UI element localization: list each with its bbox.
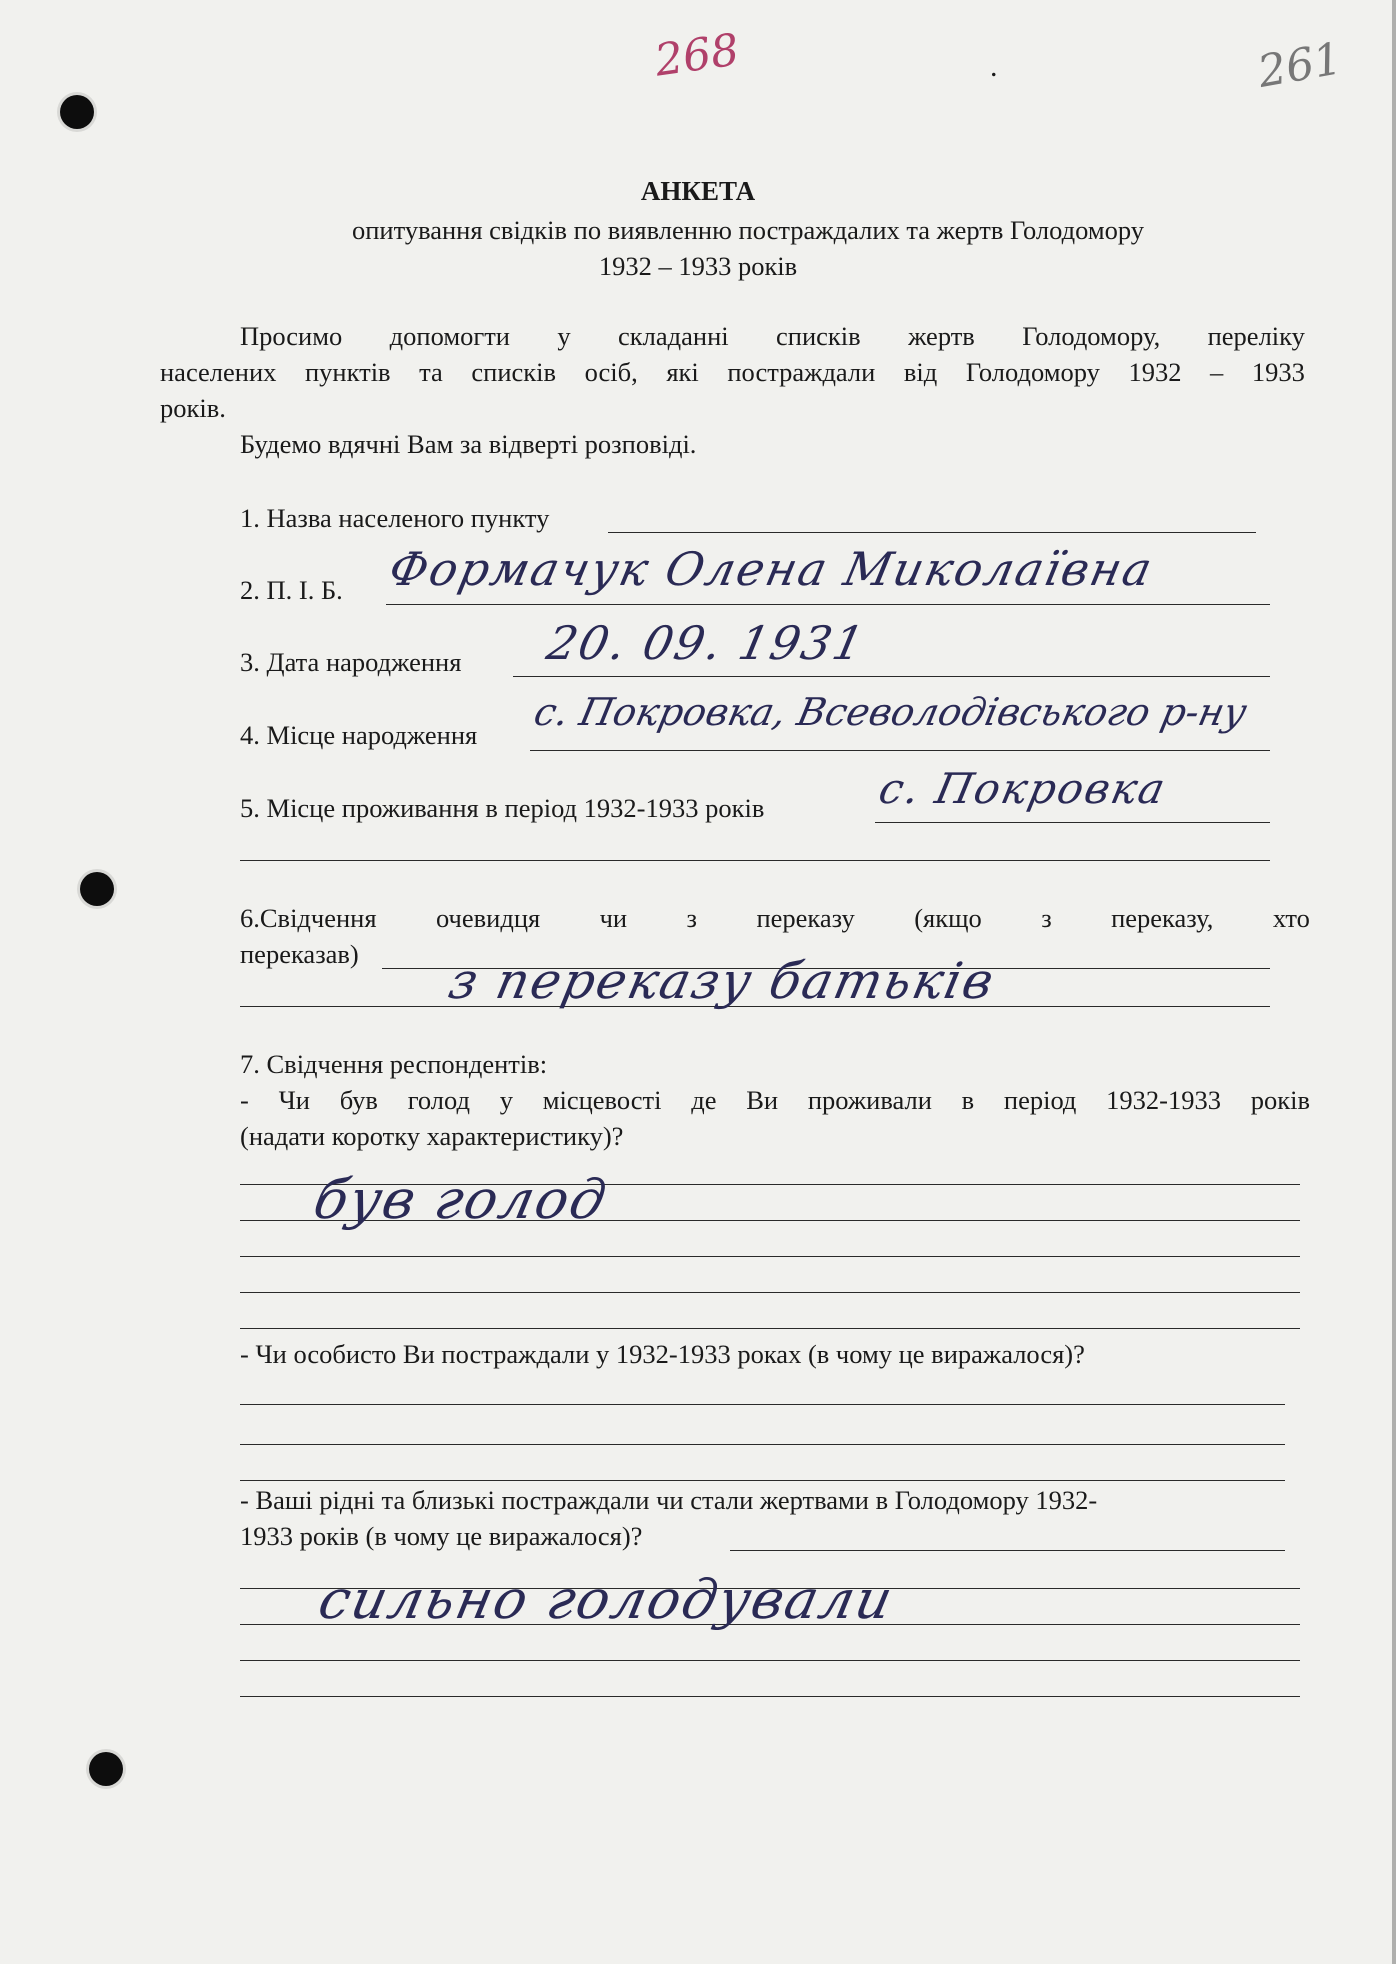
- q6-line-1: 6.Свідчення очевидця чи з переказу (якщо з переказу, хто: [240, 903, 1310, 933]
- q7c-answer[interactable]: сильно голодували: [313, 1568, 900, 1631]
- archive-number-gray: 261: [1254, 33, 1346, 98]
- punch-hole-bottom: [89, 1752, 123, 1786]
- q6-answer[interactable]: з переказу батьків: [443, 952, 1001, 1010]
- intro-thanks: Будемо вдячні Вам за відверті розповіді.: [240, 429, 697, 459]
- field-birthplace-label: 4. Місце народження: [240, 720, 478, 750]
- field-birthdate-label: 3. Дата народження: [240, 647, 462, 677]
- q7a-answer-line-5[interactable]: [240, 1328, 1300, 1329]
- field-residence-label: 5. Місце проживання в період 1932-1933 років: [240, 793, 765, 823]
- field-settlement-label: 1. Назва населеного пункту: [240, 503, 550, 533]
- q7c-line-1: - Ваші рідні та близькі постраждали чи стали жертвами в Голодомору 1932-: [240, 1485, 1098, 1515]
- field-residence-value[interactable]: с. Покровка: [874, 764, 1172, 813]
- q7a-line-2: (надати коротку характеристику)?: [240, 1121, 624, 1151]
- page-edge-shadow: [1392, 0, 1396, 1964]
- ink-dot: .: [990, 50, 998, 83]
- q7b-answer-line-3[interactable]: [240, 1480, 1285, 1481]
- field-birthplace-value[interactable]: с. Покровка, Всеволодівського р-ну: [530, 690, 1251, 734]
- q6-line-2: переказав): [240, 939, 359, 969]
- q7b-answer-line-1[interactable]: [240, 1404, 1285, 1405]
- q7a-line-1: - Чи був голод у місцевості де Ви проживали в період 1932-1933 років: [240, 1085, 1310, 1115]
- q7c-answer-line-0[interactable]: [730, 1550, 1285, 1551]
- field-residence-line[interactable]: [875, 822, 1270, 823]
- field-residence-extra-line[interactable]: [240, 860, 1270, 861]
- q7-heading: 7. Свідчення респондентів:: [240, 1049, 548, 1079]
- field-birthdate-line[interactable]: [513, 676, 1270, 677]
- field-birthplace-line[interactable]: [530, 750, 1270, 751]
- intro-line-3: років.: [160, 393, 226, 423]
- field-birthdate-value[interactable]: 20. 09. 1931: [542, 616, 871, 670]
- q7b-line: - Чи особисто Ви постраждали у 1932-1933 роках (в чому це виражалося)?: [240, 1339, 1085, 1369]
- form-subtitle-line1: опитування свідків по виявленню постраждалих та жертв Голодомору: [351, 215, 1145, 245]
- intro-line-2: населених пунктів та списків осіб, які постраждали від Голодомору 1932 – 1933: [160, 357, 1305, 387]
- q7c-line-2: 1933 років (в чому це виражалося)?: [240, 1521, 643, 1551]
- field-name-value[interactable]: Формачук Олена Миколаївна: [384, 542, 1159, 596]
- intro-line-1: Просимо допомогти у складанні списків жертв Голодомору, переліку: [240, 321, 1305, 351]
- q7c-answer-line-4[interactable]: [240, 1696, 1300, 1697]
- q7a-answer-line-4[interactable]: [240, 1292, 1300, 1293]
- field-name-label: 2. П. І. Б.: [240, 575, 343, 605]
- field-settlement-line[interactable]: [608, 532, 1256, 533]
- punch-hole-middle: [80, 872, 114, 906]
- q7a-answer-line-3[interactable]: [240, 1256, 1300, 1257]
- field-name-line[interactable]: [386, 604, 1270, 605]
- q7a-answer[interactable]: був голод: [308, 1168, 614, 1231]
- archive-number-red: 268: [651, 24, 743, 87]
- punch-hole-top: [60, 95, 94, 129]
- form-title: АНКЕТА: [640, 176, 756, 206]
- q7c-answer-line-3[interactable]: [240, 1660, 1300, 1661]
- form-subtitle-line2: 1932 – 1933 років: [598, 251, 798, 281]
- q7b-answer-line-2[interactable]: [240, 1444, 1285, 1445]
